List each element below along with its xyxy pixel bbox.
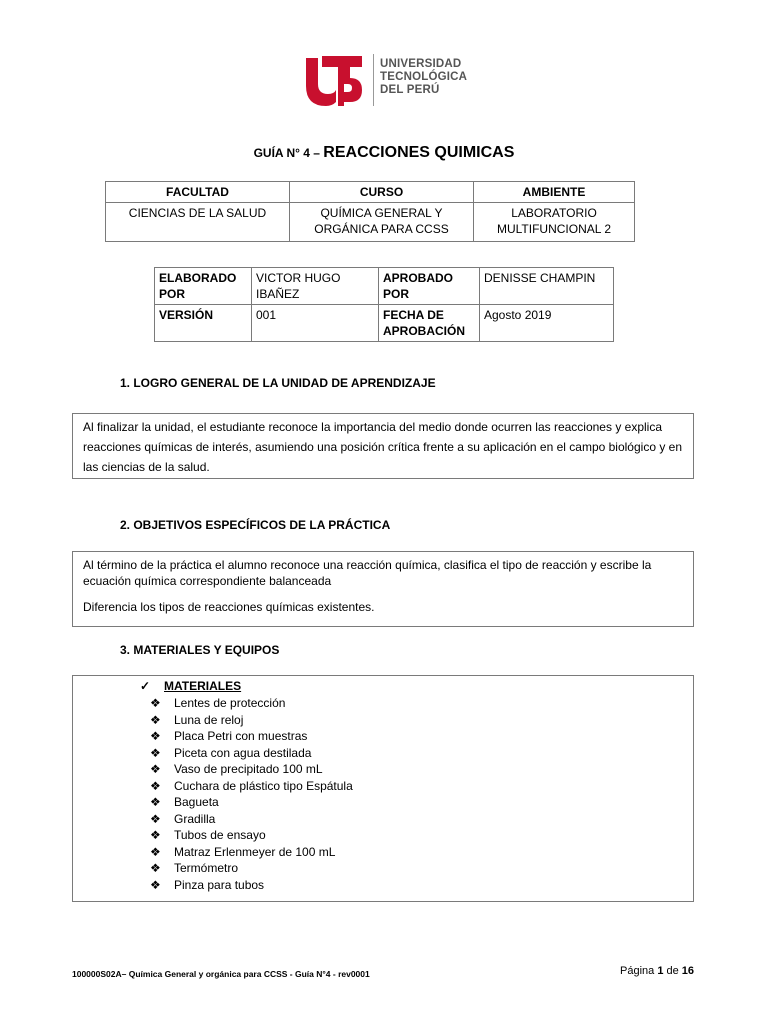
value-aprobado: DENISSE CHAMPIN: [480, 268, 614, 305]
list-item: ❖ Bagueta: [150, 795, 219, 809]
materiales-subheading: [140, 679, 241, 693]
logo-divider: [373, 54, 374, 106]
section1-text: Al finalizar la unidad, el estudiante reconoce la importancia del medio donde ocurren las reacciones y explica reacciones químicas de interés, asumiendo una posición crítica frente a su aplicación en el campo biológico y en las ciencias de la salud.: [83, 420, 683, 474]
diamond-bullet-icon: ❖: [150, 828, 161, 842]
diamond-bullet-icon: ❖: [150, 811, 161, 826]
diamond-bullet-icon: ❖: [150, 778, 161, 793]
value-elaborado: VICTOR HUGO IBAÑEZ: [252, 268, 379, 305]
logo-wordmark: UNIVERSIDAD TECNOLÓGICA DEL PERÚ: [380, 58, 468, 96]
label-elaborado: ELABORADO POR: [155, 268, 252, 305]
university-logo: [300, 50, 480, 110]
footer-document-code: 100000S02A– Química General y orgánica para CCSS - Guía N°4 - rev0001: [72, 969, 370, 979]
cell-ambiente: LABORATORIO MULTIFUNCIONAL 2: [474, 203, 635, 242]
footer-page-number: Página 1 de 16: [620, 965, 695, 977]
section2-heading: 2. OBJETIVOS ESPECÍFICOS DE LA PRÁCTICA: [120, 518, 391, 532]
section2-p1: Al término de la práctica el alumno reconoce una reacción química, clasifica el tipo de reacción y escribe la ecuación química correspondiente balanceada: [83, 558, 652, 588]
list-item: ❖ Vaso de precipitado 100 mL: [150, 762, 323, 776]
label-fecha: FECHA DE APROBACIÓN: [379, 305, 480, 342]
value-version: 001: [252, 305, 379, 342]
section2-box: [72, 551, 694, 627]
section1-box: [72, 413, 694, 479]
course-info-table: [105, 181, 635, 242]
list-item: ❖ Placa Petri con muestras: [150, 729, 308, 743]
materiales-label: MATERIALES: [164, 679, 242, 693]
list-item: ❖ Cuchara de plástico tipo Espátula: [150, 778, 353, 793]
header-curso: CURSO: [290, 182, 474, 203]
label-version: VERSIÓN: [155, 305, 252, 342]
list-item: ❖ Lentes de protección: [150, 696, 286, 710]
list-item: ❖ Termómetro: [150, 861, 239, 875]
value-fecha: Agosto 2019: [480, 305, 614, 342]
check-icon: ✓: [140, 679, 151, 693]
diamond-bullet-icon: ❖: [150, 729, 161, 743]
header-facultad: FACULTAD: [106, 182, 290, 203]
materials-list: [150, 695, 353, 893]
page-title: [0, 144, 768, 162]
cell-curso: QUÍMICA GENERAL Y ORGÁNICA PARA CCSS: [290, 203, 474, 242]
diamond-bullet-icon: ❖: [150, 861, 161, 875]
diamond-bullet-icon: ❖: [150, 762, 161, 776]
list-item: ❖ Matraz Erlenmeyer de 100 mL: [150, 844, 336, 859]
title-main: REACCIONES QUIMICAS: [323, 144, 515, 161]
diamond-bullet-icon: ❖: [150, 844, 161, 859]
utp-logo-mark-icon: [300, 50, 372, 108]
approval-table: [154, 267, 614, 342]
header-ambiente: AMBIENTE: [474, 182, 635, 203]
list-item: ❖ Luna de reloj: [150, 712, 244, 727]
diamond-bullet-icon: ❖: [150, 877, 161, 892]
diamond-bullet-icon: ❖: [150, 745, 161, 760]
list-item: ❖ Piceta con agua destilada: [150, 745, 312, 760]
list-item: ❖ Pinza para tubos: [150, 877, 265, 892]
diamond-bullet-icon: ❖: [150, 795, 161, 809]
diamond-bullet-icon: ❖: [150, 696, 161, 710]
list-item: ❖ Tubos de ensayo: [150, 828, 266, 842]
section1-heading: 1. LOGRO GENERAL DE LA UNIDAD DE APRENDIZAJE: [120, 376, 436, 390]
title-prefix: GUÍA N° 4 –: [253, 146, 324, 160]
list-item: ❖ Gradilla: [150, 811, 216, 826]
section2-p2: Diferencia los tipos de reacciones químicas existentes.: [83, 600, 375, 614]
section3-heading: 3. MATERIALES Y EQUIPOS: [120, 643, 280, 657]
diamond-bullet-icon: ❖: [150, 712, 161, 727]
cell-facultad: CIENCIAS DE LA SALUD: [106, 203, 290, 242]
label-aprobado: APROBADO POR: [379, 268, 480, 305]
